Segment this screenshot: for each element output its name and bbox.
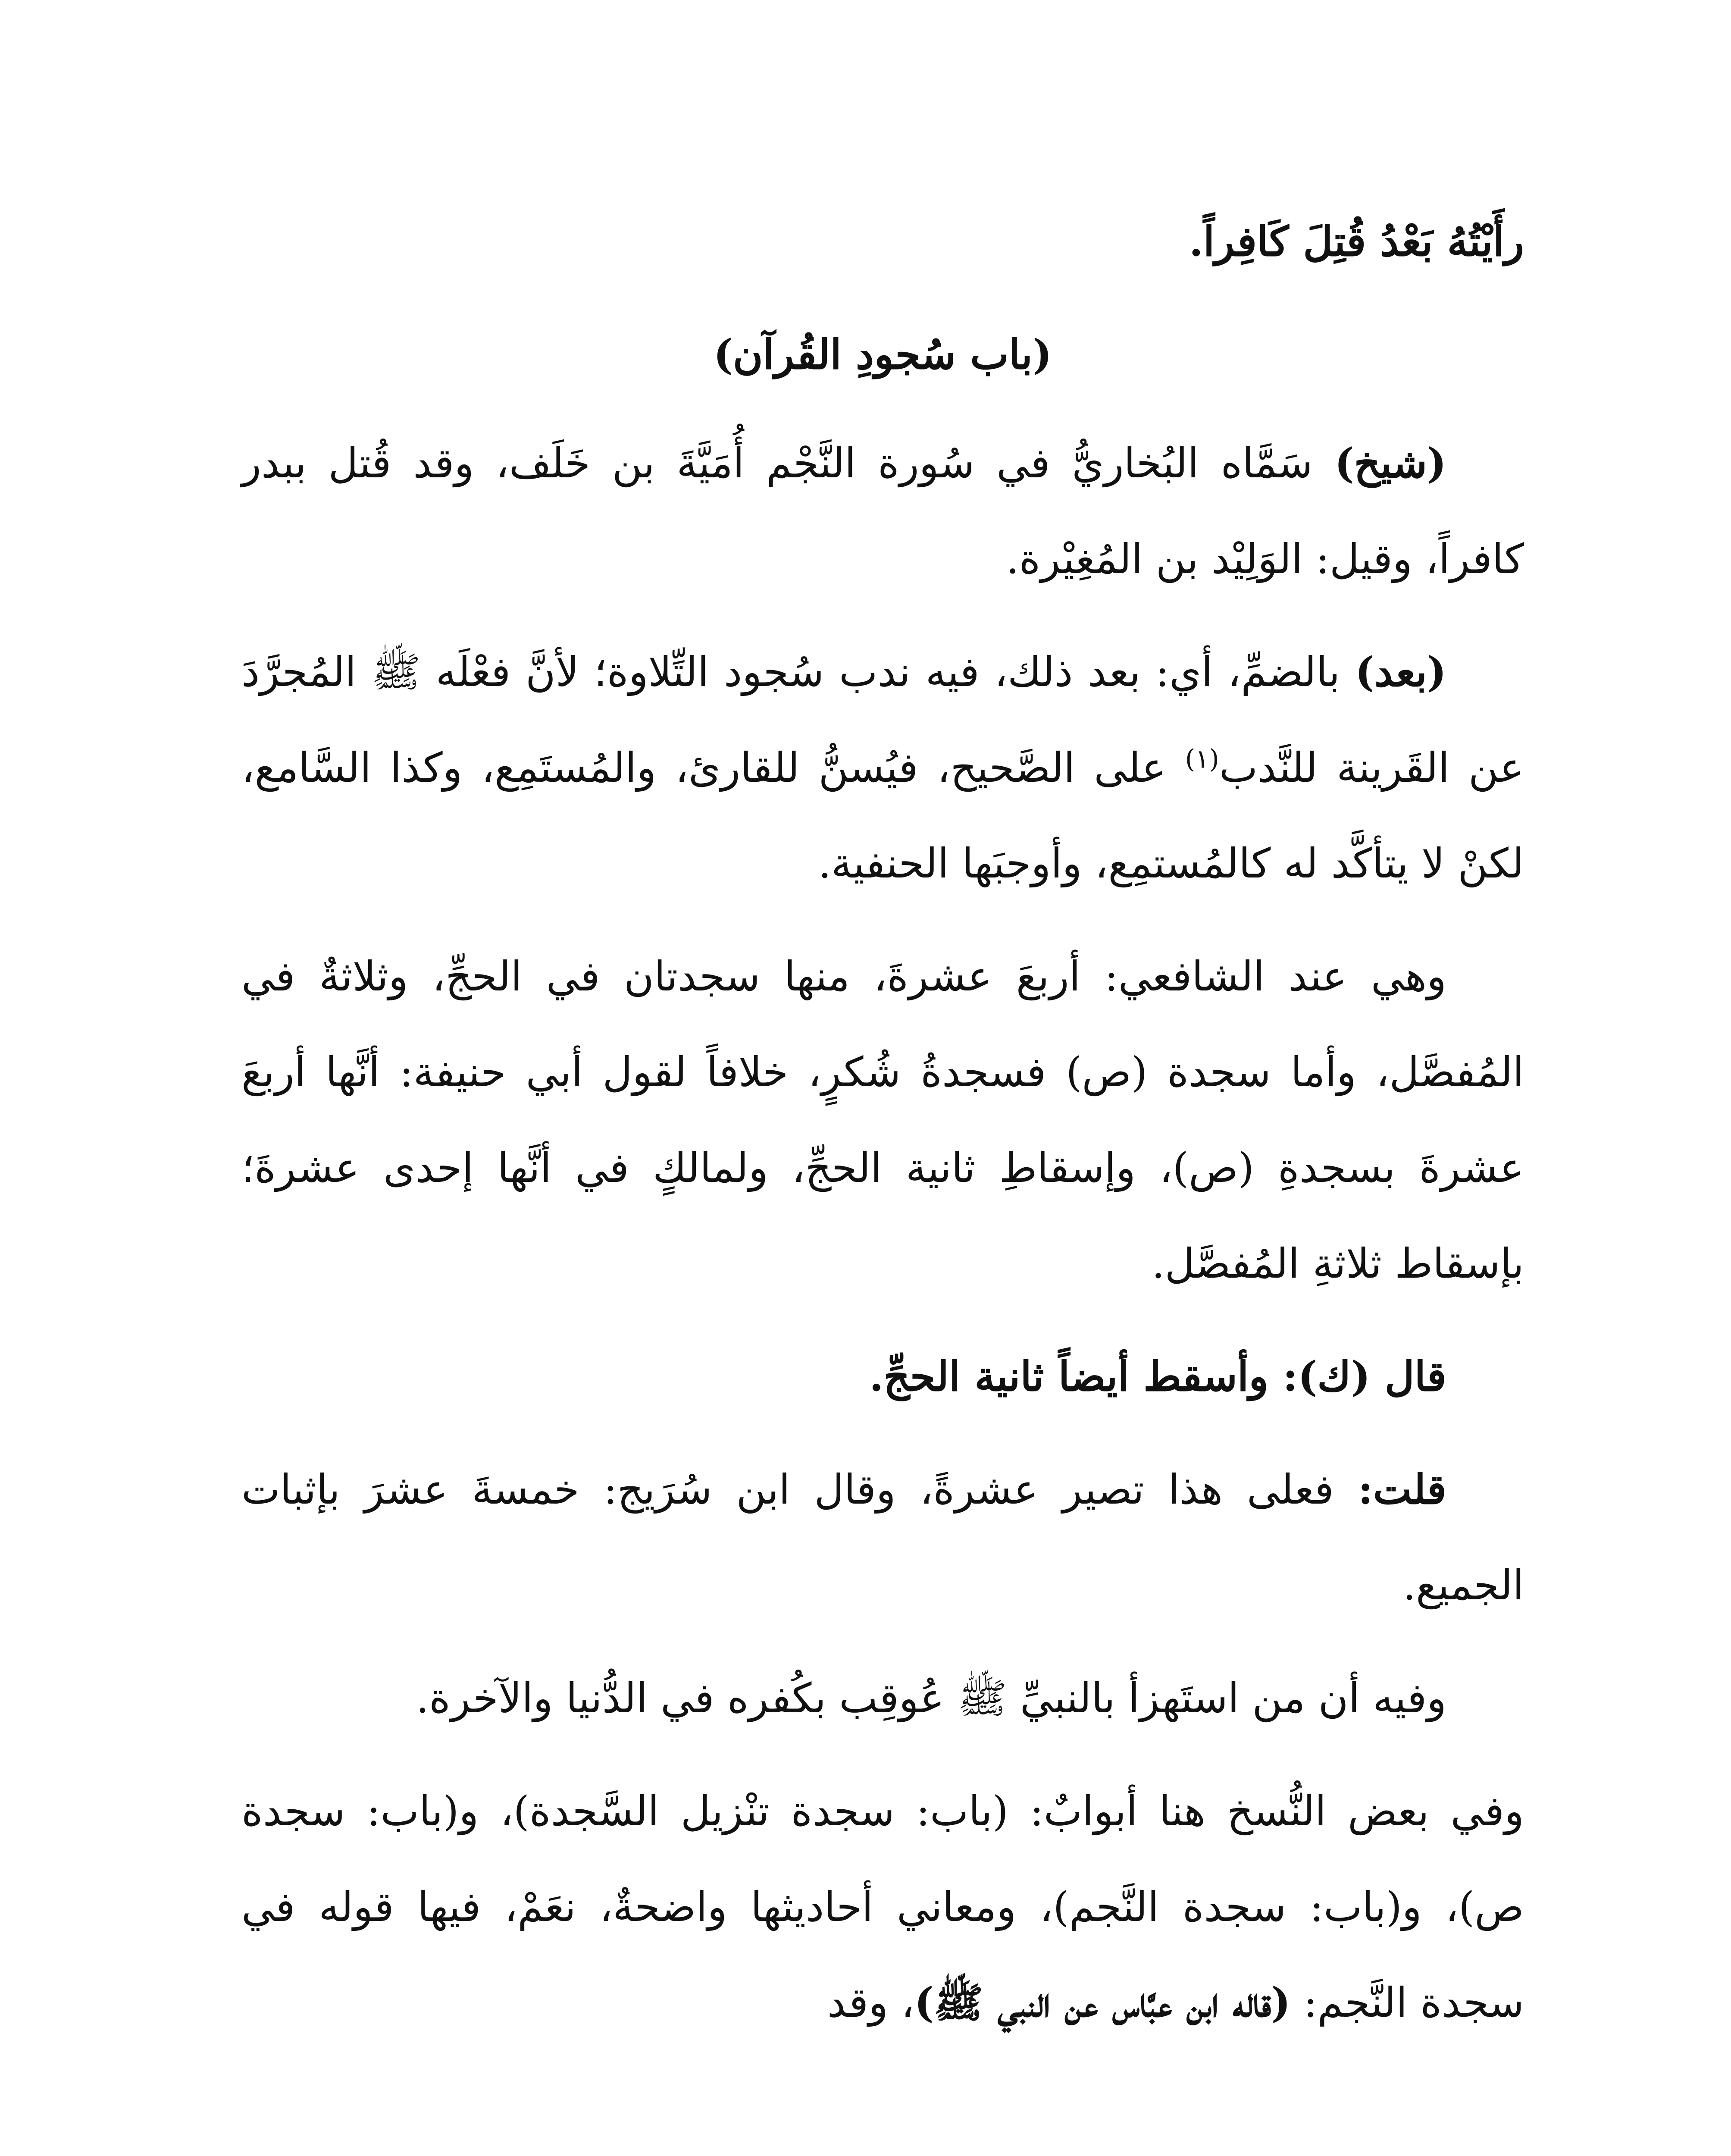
paragraph-text: على الصَّحيح، فيُسنُّ للقارئ، والمُستَمِع، وكذا السَّامع، لكنْ لا يتأكَّد له كالمُستمِع، وأوجبَها الحنفية. [241, 744, 1524, 887]
paragraph-text: ، وقد [827, 1979, 914, 2027]
paragraph-text: وهي عند الشافعي: أربعَ عشرةَ، منها سجدتان في الحجِّ، وثلاثةٌ في المُفصَّل، وأما سجدة (ص) فسجدةُ شُكرٍ، خلافاً لقول أبي حنيفة: أنَّها أربعَ عشرةَ بسجدةِ (ص)، وإسقاطِ ثانية الحجِّ، ولمالكٍ في أنَّها إحدى عشرةَ؛ بإسقاط ثلاثةِ المُفصَّل. [241, 953, 1524, 1288]
paragraph-sheikh [241, 416, 1524, 607]
paragraph-shafii [241, 929, 1524, 1312]
continuation-line [241, 194, 1524, 290]
paragraph-text: وفي بعض النُّسخ هنا أبوابٌ: (باب: سجدة تنْزيل السَّجدة)، و(باب: سجدة ص)، و(باب: سجدة النَّجم)، ومعاني أحاديثها واضحةٌ، نعَمْ، فيها قوله في سجدة النَّجم: [241, 1788, 1524, 2027]
paragraph-text: بالضمِّ، أي: بعد ذلك، فيه ندب سُجود التِّلاوة؛ لأنَّ فعْلَه ﷺ المُجرَّدَ عن القَرينة للنَّدب [241, 649, 1524, 792]
paragraph-text: فعلى هذا تصير عشرةً، وقال ابن سُرَيج: خمسةَ عشرَ بإثبات الجميع. [241, 1466, 1524, 1609]
paragraph-baad [241, 624, 1524, 912]
section-heading [241, 307, 1524, 403]
paragraph-text: وفيه أن من استَهزأ بالنبيِّ ﷺ عُوقِب بكُفره في الدُّنيا والآخرة. [416, 1675, 1446, 1722]
paragraph-qal-k [241, 1329, 1524, 1425]
lemma-label: (شيخ) [1334, 439, 1446, 487]
paragraph-qultu [241, 1442, 1524, 1633]
section-heading-text: (باب سُجودِ القُرآن) [713, 331, 1052, 379]
footnote-reference: (١) [1185, 744, 1219, 774]
paragraph-istihza [241, 1651, 1524, 1746]
lemma-label: قلت: [1358, 1466, 1446, 1514]
continuation-text: رأَيْتُهُ بَعْدُ قُتِلَ كَافِراً. [1189, 218, 1524, 266]
paragraph-nusakh [241, 1764, 1524, 2051]
paragraph-text: سَمَّاه البُخاريُّ في سُورة النَّجْم أُمَيَّةَ بن خَلَف، وقد قُتل ببدر كافراً، وقيل: الوَلِيْد بن المُغِيْرة. [241, 440, 1524, 583]
lemma-label: (بعد) [1355, 648, 1446, 696]
body-text [241, 194, 1524, 2068]
paragraph-text: قال (ك): وأسقط أيضاً ثانية الحجِّ. [869, 1353, 1446, 1401]
bold-quote: (قاله ابن عبَّاس عن النبي ﷺ) [914, 1979, 1291, 2027]
